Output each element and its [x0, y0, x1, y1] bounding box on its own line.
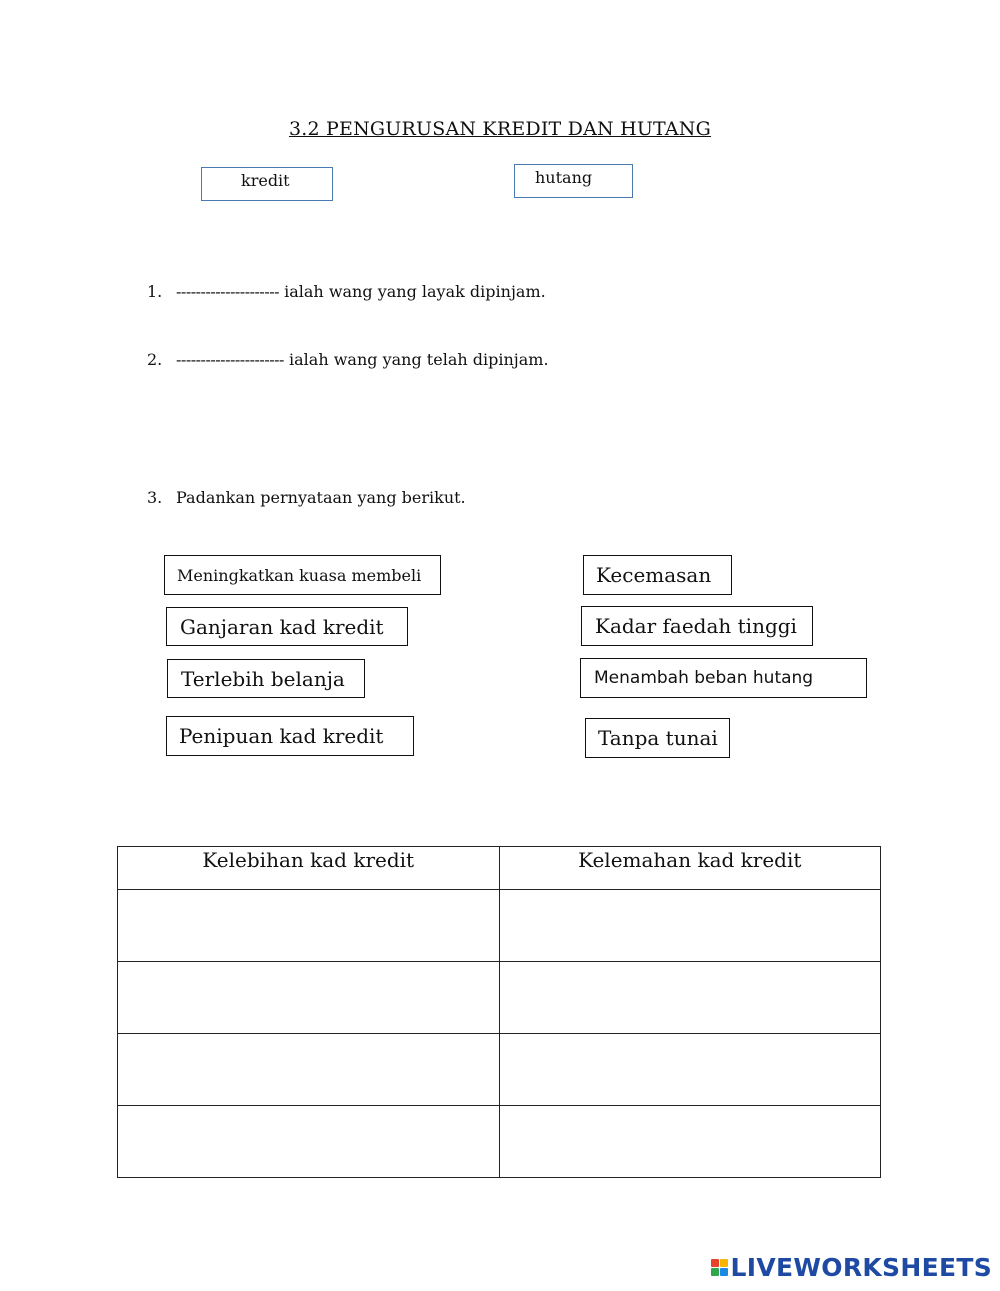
card-tanpa-tunai[interactable]: Tanpa tunai: [585, 718, 730, 758]
drop-cell-kelebihan[interactable]: [118, 1106, 500, 1178]
word-bank-hutang[interactable]: hutang: [514, 164, 633, 198]
drop-cell-kelemahan[interactable]: [499, 1034, 881, 1106]
drop-cell-kelemahan[interactable]: [499, 962, 881, 1034]
drop-cell-kelemahan[interactable]: [499, 1106, 881, 1178]
liveworksheets-logo: [711, 1253, 992, 1282]
logo-square: [711, 1259, 719, 1267]
answer-blank-2[interactable]: ----------------------: [176, 350, 284, 369]
logo-square: [720, 1259, 728, 1267]
question-text: ialah wang yang telah dipinjam.: [283, 350, 549, 369]
table-row: [118, 890, 881, 962]
drop-cell-kelebihan[interactable]: [118, 890, 500, 962]
card-terlebih-belanja[interactable]: Terlebih belanja: [167, 659, 365, 698]
logo-square: [711, 1268, 719, 1276]
drop-cell-kelebihan[interactable]: [118, 962, 500, 1034]
answer-table: [117, 846, 881, 1178]
logo-square: [720, 1268, 728, 1276]
table-row: [118, 1106, 881, 1178]
table-header-row: [118, 847, 881, 890]
card-menambah-beban-hutang[interactable]: Menambah beban hutang: [580, 658, 867, 698]
logo-text: LIVEWORKSHEETS: [730, 1253, 992, 1282]
question-3: [147, 488, 466, 507]
logo-icon: [711, 1259, 728, 1276]
table-row: [118, 1034, 881, 1106]
page-title: 3.2 PENGURUSAN KREDIT DAN HUTANG: [288, 118, 712, 140]
word-bank-kredit[interactable]: kredit: [201, 167, 333, 201]
card-kecemasan[interactable]: Kecemasan: [583, 555, 732, 595]
question-number: 3.: [147, 488, 163, 507]
card-penipuan-kad-kredit[interactable]: Penipuan kad kredit: [166, 716, 414, 756]
question-text: Padankan pernyataan yang berikut.: [176, 488, 466, 507]
drop-cell-kelebihan[interactable]: [118, 1034, 500, 1106]
header-kelebihan: Kelebihan kad kredit: [118, 847, 500, 890]
question-number: 1.: [147, 282, 163, 301]
table-row: [118, 962, 881, 1034]
drop-cell-kelemahan[interactable]: [499, 890, 881, 962]
question-1: [147, 282, 546, 301]
question-2: [147, 350, 549, 369]
card-kadar-faedah-tinggi[interactable]: Kadar faedah tinggi: [581, 606, 813, 646]
answer-blank-1[interactable]: ---------------------: [176, 282, 280, 301]
question-text: ialah wang yang layak dipinjam.: [279, 282, 546, 301]
card-meningkatkan-kuasa-membeli[interactable]: Meningkatkan kuasa membeli: [164, 555, 441, 595]
card-ganjaran-kad-kredit[interactable]: Ganjaran kad kredit: [166, 607, 408, 646]
header-kelemahan: Kelemahan kad kredit: [499, 847, 881, 890]
question-number: 2.: [147, 350, 163, 369]
